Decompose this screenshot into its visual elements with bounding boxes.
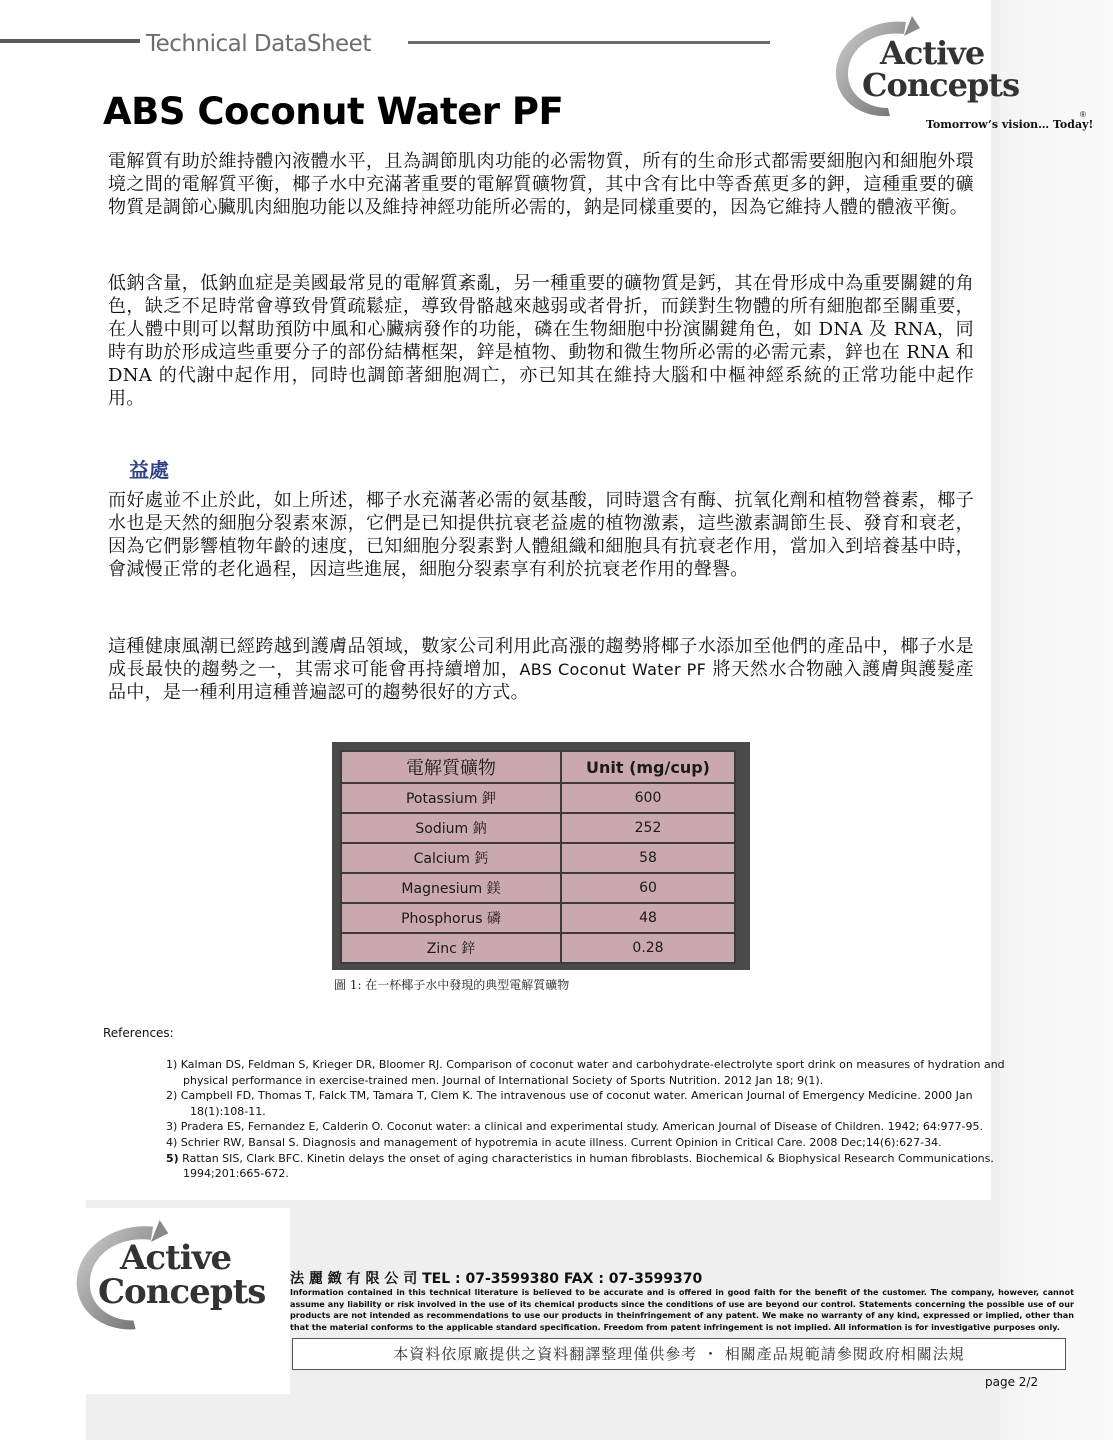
mineral-name-cell: Magnesium 鎂 (341, 873, 561, 903)
mineral-value-cell: 48 (561, 903, 735, 933)
reference-item: 3) Pradera ES, Fernandez E, Calderin O. Coconut water: a clinical and experimental study. American Journal of Disease of Children. 1942; 64:977-95. (166, 1120, 983, 1134)
mineral-name-cell: Zinc 鋅 (341, 933, 561, 963)
table-row (341, 813, 735, 843)
table-row (341, 873, 735, 903)
table-header-row (341, 751, 735, 783)
reference-item-continued: physical performance in exercise-trained men. Journal of International Society of Sports Nutrition. 2012 Jan 18; 9(1). (183, 1073, 824, 1087)
mineral-name-cell: Potassium 鉀 (341, 783, 561, 813)
logo-text-active: Active (880, 34, 985, 72)
header-rule-left (0, 39, 140, 43)
reference-text: Rattan SIS, Clark BFC. Kinetin delays the onset of aging characteristics in human fibroblasts. Biochemical & Biophysical Research Communications. (178, 1151, 994, 1165)
table-row (341, 903, 735, 933)
table-row (341, 783, 735, 813)
mineral-value-cell: 252 (561, 813, 735, 843)
mineral-name-cell: Phosphorus 磷 (341, 903, 561, 933)
reference-item (166, 1151, 1066, 1167)
page-title: ABS Coconut Water PF (103, 90, 564, 133)
column-header-unit: Unit (mg/cup) (561, 751, 735, 783)
product-name-inline: ABS Coconut Water PF (519, 660, 707, 679)
section-heading-benefits: 益處 (129, 458, 169, 482)
mineral-name-cell: Calcium 鈣 (341, 843, 561, 873)
mineral-value-cell: 600 (561, 783, 735, 813)
legal-disclaimer: Information contained in this technical literature is believed to be accurate and is offered in good faith for the benefit of the customer. The company, however, cannot assume any liability or risk involved in the use of its chemical products since the conditions of use are beyond our control. Statements concerning the possible use of our products are not intended as recommendations to use our products in theinfringement of any patent. We make no warranty of any kind, expressed or implied, other than that the material conforms to the applicable standard specification. Freedom from patent infringement is not implied. All information is for investigative purposes only. (290, 1287, 1074, 1332)
mineral-table (340, 750, 736, 964)
company-logo (828, 14, 1094, 136)
paragraph-trend-part2: 將天然水合物融入護膚與護髮產品中，是一種利用這種普遍認可的趨勢很好的方式。 (108, 659, 974, 703)
paragraph-minerals: 低鈉含量，低鈉血症是美國最常見的電解質紊亂，另一種重要的礦物質是鈣，其在骨形成中為重要關鍵的角色，缺乏不足時常會導致骨質疏鬆症，導致骨骼越來越弱或者骨折，而鎂對生物體的所有細胞都至關重要，在人體中則可以幫助預防中風和心臟病發作的功能，磷在生物細胞中扮演關鍵角色，如 DNA 及 RNA，同時有助於形成這些重要分子的部份結構框架，鋅是植物、動物和微生物所必需的必需元素，鋅也在 RNA 和 DNA 的代謝中起作用，同時也調節著細胞凋亡，亦已知其在維持大腦和中樞神經系統的正常功能中起作用。 (108, 273, 974, 409)
mineral-value-cell: 60 (561, 873, 735, 903)
reference-number: 5) (166, 1151, 179, 1165)
paragraph-trend-part1: 這種健康風潮已經跨越到護膚品領域，數家公司利用此高漲的趨勢將椰子水添加至他們的產品中，椰子水是成長最快的趨勢之一，其需求可能會再持續增加， (108, 636, 974, 680)
references-heading: References: (103, 1026, 174, 1040)
reference-item-continued: 1994;201:665-672. (183, 1167, 289, 1181)
doc-type-label: Technical DataSheet (146, 31, 371, 57)
mineral-value-cell: 58 (561, 843, 735, 873)
mineral-table-frame (332, 742, 750, 970)
table-row (341, 933, 735, 963)
references-list (166, 1057, 1066, 1182)
column-header-mineral: 電解質礦物 (341, 751, 561, 783)
reference-item: 2) Campbell FD, Thomas T, Falck TM, Tamara T, Clem K. The intravenous use of coconut water. American Journal of Emergency Medicine. 2000 Jan (166, 1089, 973, 1103)
reference-item-continued: 18(1):108-11. (190, 1104, 266, 1118)
paragraph-electrolytes: 電解質有助於維持體內液體水平，且為調節肌肉功能的必需物質，所有的生命形式都需要細胞內和細胞外環境之間的電解質平衡，椰子水中充滿著重要的電解質礦物質，其中含有比中等香蕉更多的鉀，這種重要的礦物質是調節心臟肌肉細胞功能以及維持神經功能所必需的，鈉是同樣重要的，因為它維持人體的體液平衡。 (108, 151, 974, 218)
reference-item: 4) Schrier RW, Bansal S. Diagnosis and management of hypotremia in acute illness. Current Opinion in Critical Care. 2008 Dec;14(6):627-34. (166, 1135, 942, 1149)
paragraph-benefits: 而好處並不止於此，如上所述，椰子水充滿著必需的氨基酸，同時還含有酶、抗氧化劑和植物營養素，椰子水也是天然的細胞分裂素來源，它們是已知提供抗衰老益處的植物激素，這些激素調節生長、發育和衰老，因為它們影響植物年齡的速度，已知細胞分裂素對人體組織和細胞具有抗衰老作用，當加入到培養基中時，會減慢正常的老化過程，因這些進展，細胞分裂素享有利於抗衰老作用的聲譽。 (108, 490, 974, 580)
header-rule-right (408, 41, 770, 44)
reference-item: 1) Kalman DS, Feldman S, Krieger DR, Bloomer RJ. Comparison of coconut water and carbohydrate-electrolyte sport drink on measures of hydration and (166, 1058, 1005, 1071)
mineral-value-cell: 0.28 (561, 933, 735, 963)
company-contact-line: 法 麗 緻 有 限 公 司 TEL : 07-3599380 FAX : 07-3599370 (290, 1271, 703, 1287)
regulatory-notice: 本資料依原廠提供之資料翻譯整理僅供參考 ・ 相關產品規範請參閱政府相關法規 (292, 1338, 1066, 1370)
paragraph-trend (108, 635, 974, 704)
mineral-name-cell: Sodium 鈉 (341, 813, 561, 843)
page-number: page 2/2 (985, 1375, 1039, 1389)
footer-logo-text-concepts: Concepts (98, 1272, 266, 1312)
figure-caption: 圖 1: 在一杯椰子水中發現的典型電解質礦物 (334, 978, 570, 992)
table-row (341, 843, 735, 873)
registered-mark: ® (1080, 110, 1086, 119)
footer-logo-text-active: Active (120, 1238, 232, 1278)
logo-text-concepts: Concepts (862, 66, 1020, 104)
logo-tagline: Tomorrow’s vision… Today! (926, 118, 1094, 131)
